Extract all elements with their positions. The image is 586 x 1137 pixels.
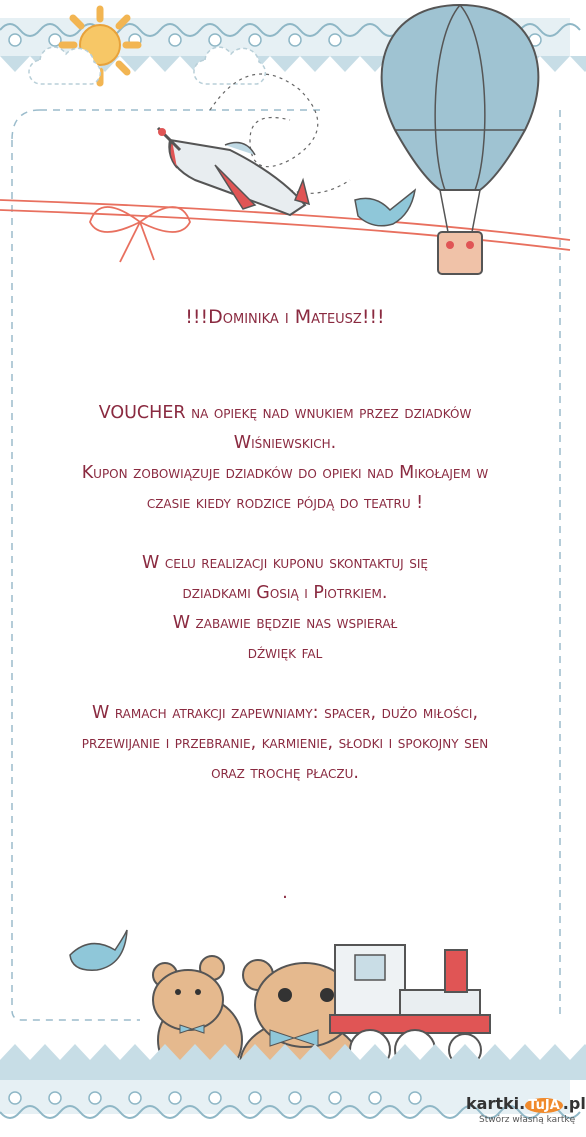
message-line: Kupon zobowiązuje dziadków do opieki nad Mikołajem w	[81, 463, 489, 483]
message-line: oraz trochę płaczu.	[211, 763, 359, 783]
message-spacer	[10, 518, 560, 548]
message-spacer	[10, 668, 560, 698]
card-title: !!!Dominika i Mateusz!!!	[185, 306, 385, 328]
logo-brand	[466, 1094, 586, 1113]
message-line: W zabawie będzie nas wspierał	[172, 613, 398, 633]
bird-icon	[70, 930, 127, 970]
logo-badge: TuJA	[525, 1098, 563, 1113]
message-line: W ramach atrakcji zapewniamy: spacer, dużo miłości,	[91, 703, 479, 723]
airplane-icon	[158, 128, 309, 215]
logo-brand-prefix: kartki.	[466, 1094, 526, 1113]
site-logo[interactable]	[461, 1092, 586, 1132]
message-line: Wiśniewskich.	[233, 433, 337, 453]
message-line: dźwięk fal	[247, 643, 323, 663]
footer-dot: .	[282, 882, 288, 903]
card-message	[10, 398, 560, 788]
message-line: W celu realizacji kuponu skontaktuj się	[142, 553, 428, 573]
logo-tagline: Stwórz własną kartkę	[479, 1115, 576, 1125]
message-line: przewijanie i przebranie, karmienie, słodki i spokojny sen	[81, 733, 489, 753]
bird-icon	[355, 190, 415, 226]
message-line: dziadkami Gosią i Piotrkiem.	[182, 583, 388, 603]
logo-brand-suffix: .pl	[562, 1094, 586, 1113]
message-line: czasie kiedy rodzice pójdą do teatru !	[146, 493, 424, 513]
message-line: VOUCHER na opiekę nad wnukiem przez dziadków	[98, 403, 472, 423]
